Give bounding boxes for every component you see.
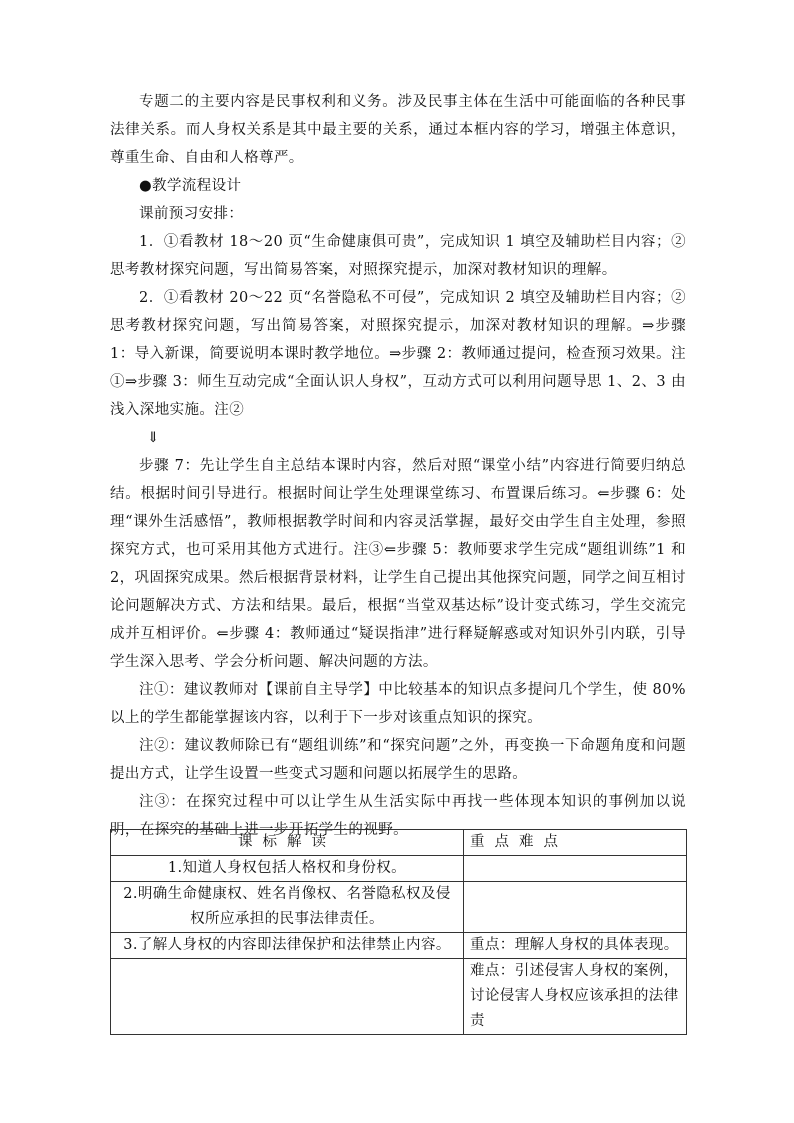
curriculum-table (110, 829, 687, 1035)
steps-paragraph: 步骤 7：先让学生自主总结本课时内容，然后对照“课堂小结”内容进行简要归纳总结。根据时间引导进行。根据时间让学生处理课堂练习、布置课后练习。⇐步骤 6：处理“课外生活感悟”，教师根据教学时间和内容灵活掌握，最好交由学生自主处理，参照探究方式，也可采用其他方式进行。注③⇐步骤 5：教师要求学生完成“题组训练”1 和 2，巩固探究成果。然后根据背景材料，让学生自己提出其他探究问题，同学之间互相讨论问题解决方式、方法和结果。最后，根据“当堂双基达标”设计变式练习，学生交流完成并互相评价。⇐步骤 4：教师通过“疑误指津”进行释疑解惑或对知识外引内联，引导学生深入思考、学会分析问题、解决问题的方法。 (110, 458, 686, 670)
table-row (111, 856, 687, 882)
header-key-difficult-points: 重点难点 (464, 830, 687, 856)
header-curriculum-interpretation: 课标解读 (111, 830, 464, 856)
down-arrow-icon: ⇓ (147, 430, 160, 446)
table-row (111, 933, 687, 959)
document-body (110, 88, 686, 844)
preview-arrangement-label: 课前预习安排： (139, 206, 244, 222)
table-cell-left: 1.知道人身权包括人格权和身份权。 (111, 856, 464, 882)
table-cell-left (111, 959, 464, 1035)
intro-paragraph: 专题二的主要内容是民事权利和义务。涉及民事主体在生活中可能面临的各种民事法律关系。而人身权关系是其中最主要的关系，通过本框内容的学习，增强主体意识，尊重生命、自由和人格尊严。 (110, 94, 686, 166)
preview-step-2: 2．①看教材 20～22 页“名誉隐私不可侵”，完成知识 2 填空及辅助栏目内容；②思考教材探究问题，写出简易答案，对照探究提示，加深对教材知识的理解。⇒步骤 1：导入新课，简要说明本课时教学地位。⇒步骤 2：教师通过提问，检查预习效果。注①⇒步骤 3：师生互动完成“全面认识人身权”，互动方式可以利用问题导思 1、2、3 由浅入深地实施。注② (110, 290, 686, 418)
table-cell-left: 2.明确生命健康权、姓名肖像权、名誉隐私权及侵权所应承担的民事法律责任。 (111, 882, 464, 933)
table-cell-right (464, 882, 687, 933)
table-cell-difficult-point: 难点：引述侵害人身权的案例，讨论侵害人身权应该承担的法律责 (464, 959, 687, 1035)
table-cell-left: 3.了解人身权的内容即法律保护和法律禁止内容。 (111, 933, 464, 959)
table-row (111, 959, 687, 1035)
table-header-row (111, 830, 687, 856)
note-2: 注②：建议教师除已有“题组训练”和“探究问题”之外，再变换一下命题角度和问题提出方式，让学生设置一些变式习题和问题以拓展学生的思路。 (110, 738, 686, 782)
section-heading-teaching-flow: ●教学流程设计 (139, 178, 242, 194)
note-3: 注③：在探究过程中可以让学生从生活实际中再找一些体现本知识的事例加以说明，在探究的基础上进一步开拓学生的视野。 (110, 794, 686, 838)
table-cell-right (464, 856, 687, 882)
note-1: 注①：建议教师对【课前自主导学】中比较基本的知识点多提问几个学生，使 80%以上的学生都能掌握该内容，以利于下一步对该重点知识的探究。 (110, 682, 686, 726)
preview-step-1: 1．①看教材 18～20 页“生命健康俱可贵”，完成知识 1 填空及辅助栏目内容；②思考教材探究问题，写出简易答案，对照探究提示，加深对教材知识的理解。 (110, 234, 686, 278)
table-cell-key-point: 重点：理解人身权的具体表现。 (464, 933, 687, 959)
table-row (111, 882, 687, 933)
